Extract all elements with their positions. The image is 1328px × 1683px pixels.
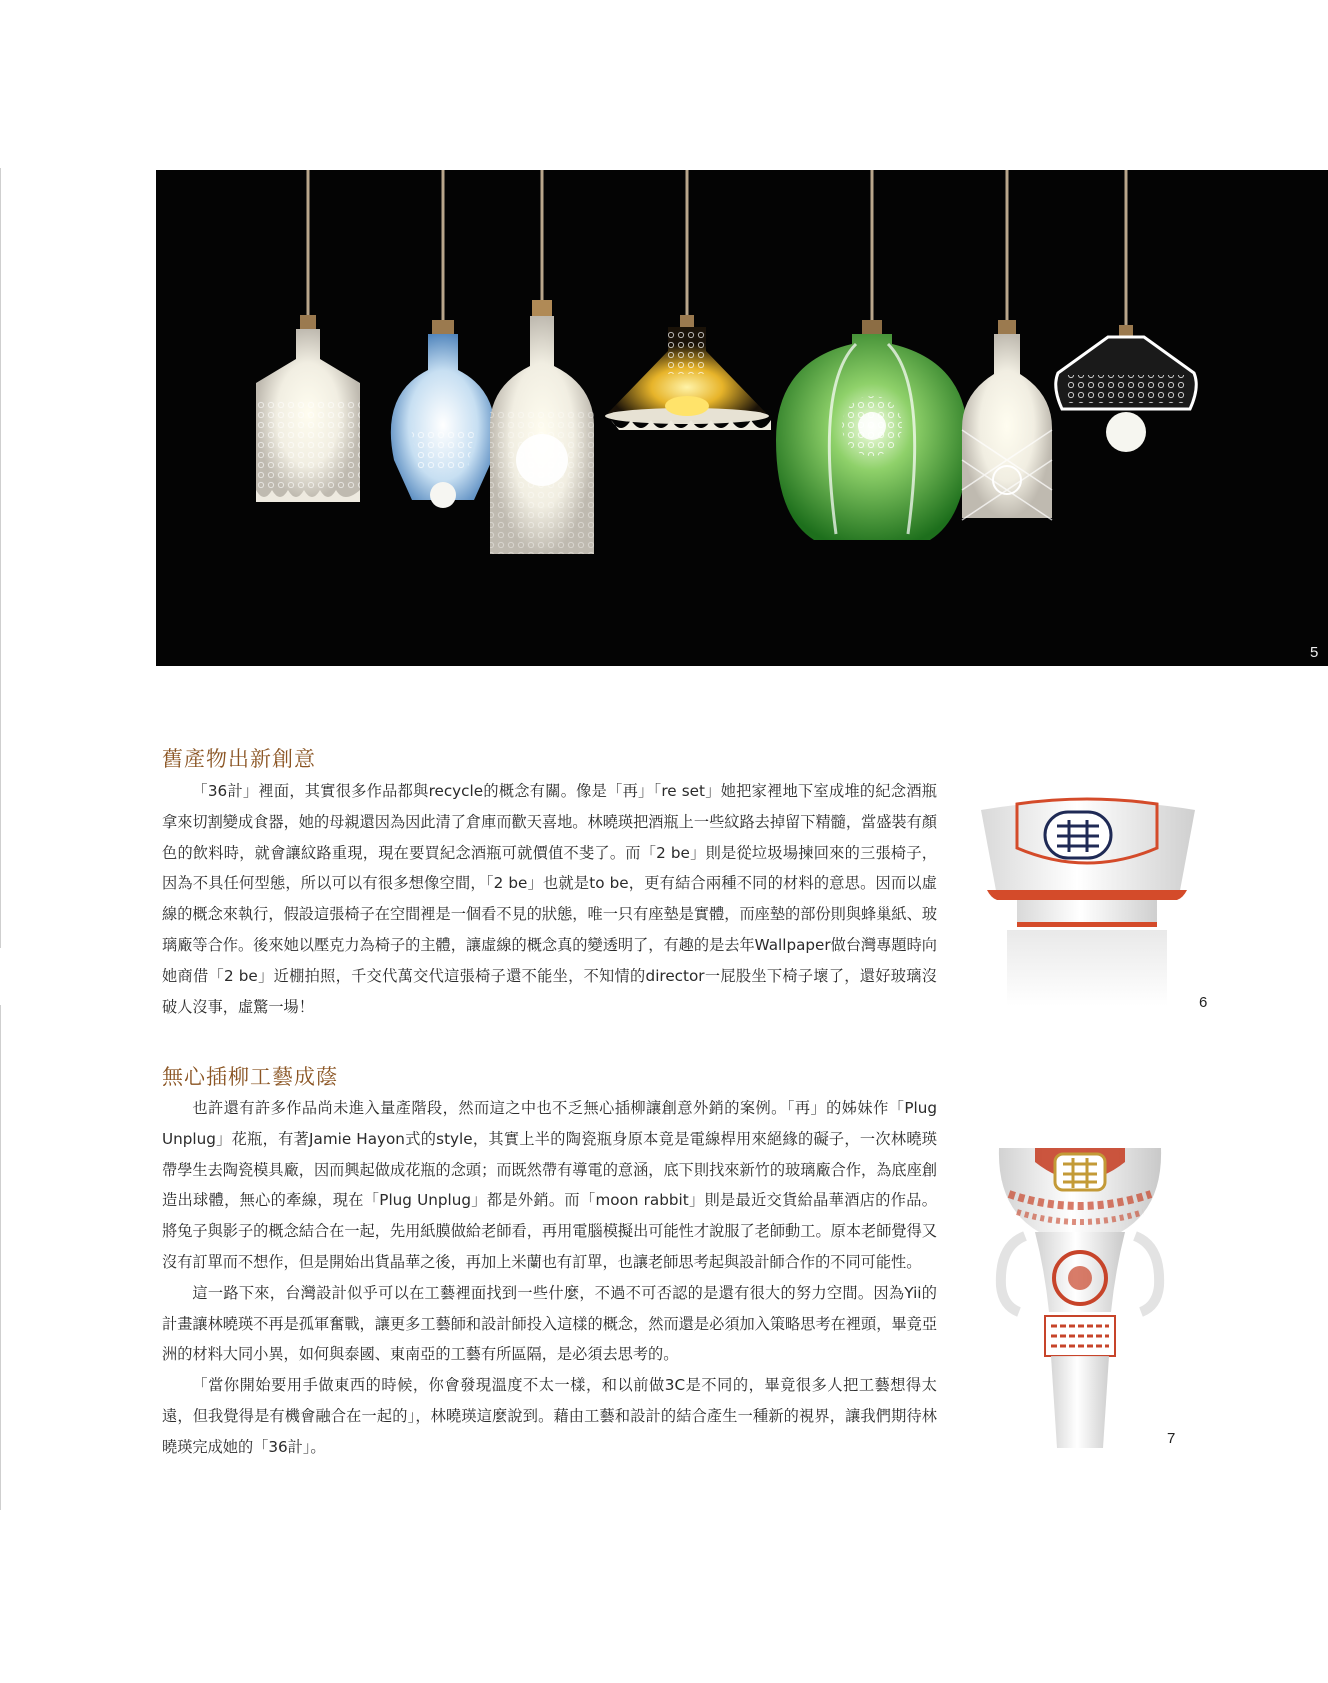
paragraph: 這一路下來，台灣設計似乎可以在工藝裡面找到一些什麼，不過不可否認的是還有很大的努力空間。因為Yii的計畫讓林曉瑛不再是孤軍奮戰，讓更多工藝師和設計師投入這樣的概念，然而還是必須加入策略思考在裡頭，畢竟亞洲的材料大同小異，如何與泰國、東南亞的工藝有所區隔，是必須去思考的。 (162, 1283, 937, 1364)
section-heading-craft: 無心插柳工藝成蔭 (162, 1065, 338, 1089)
page-edge-mark-top (0, 168, 1, 948)
figure-number-bowl: 6 (1199, 994, 1208, 1011)
lamp-white-lattice-bottle (962, 320, 1052, 520)
porcelain-vase-photo (995, 1148, 1165, 1448)
porcelain-bowl-photo (977, 796, 1197, 1006)
section-body-craft (162, 1093, 937, 1463)
paragraph: 也許還有許多作品尚未進入量產階段，然而這之中也不乏無心插柳讓創意外銷的案例。「再」的姊妹作「Plug Unplug」花瓶，有著Jamie Hayon式的style，其實上半的陶瓷瓶身原本竟是電線桿用來絕緣的礙子，一次林曉瑛帶學生去陶瓷模具廠，因而興起做成花瓶的念頭；而既然帶有導電的意涵，底下則找來新竹的玻璃廠合作，為底座創造出球體，無心的牽線，現在「Plug Unplug」都是外銷。而「moon rabbit」則是最近交貨給晶華酒店的作品。將兔子與影子的概念結合在一起，先用紙膜做給老師看，再用電腦模擬出可能性才說服了老師動工。原本老師覺得又沒有訂單而不想作，但是開始出貨晶華之後，再加上米蘭也有訂單，也讓老師思考起與設計師合作的不同可能性。 (162, 1099, 937, 1271)
lamp-tall-bottle (490, 300, 594, 554)
page-edge-mark-bottom (0, 1005, 1, 1510)
section-heading-old-products: 舊產物出新創意 (162, 747, 316, 771)
lamp-cords (308, 170, 1126, 335)
section-body-old-products (162, 776, 937, 1022)
lamp-amber-shade (605, 315, 771, 430)
lamp-square-bottle (256, 315, 360, 502)
paragraph: 「36計」裡面，其實很多作品都與recycle的概念有關。像是「再」「re set」她把家裡地下室成堆的紀念酒瓶拿來切割變成食器，她的母親還因為因此清了倉庫而歡天喜地。林曉瑛把酒瓶上一些紋路去掉留下精髓，當盛裝有顏色的飲料時，就會讓紋路重現，現在要買紀念酒瓶可就價值不斐了。而「2 be」則是從垃圾場揀回來的三張椅子，因為不具任何型態，所以可以有很多想像空間，「2 be」也就是to be，更有結合兩種不同的材料的意思。因而以虛線的概念來執行，假設這張椅子在空間裡是一個看不見的狀態，唯一只有座墊是實體，而座墊的部份則與蜂巢紙、玻璃廠等合作。後來她以壓克力為椅子的主體，讓虛線的概念真的變透明了，有趣的是去年Wallpaper做台灣專題時向她商借「2 be」近棚拍照，千交代萬交代這張椅子還不能坐，不知情的director一屁股坐下椅子壞了，還好玻璃沒破人沒事，虛驚一場！ (162, 782, 937, 1016)
pendant-lamps-photo (156, 170, 1328, 666)
lamp-blue-bottle (391, 320, 495, 508)
lamp-green-bottle (776, 320, 968, 540)
lamp-round-lace-shade (1056, 325, 1197, 452)
figure-number-vase: 7 (1167, 1430, 1176, 1447)
figure-number-hero: 5 (1310, 644, 1319, 661)
paragraph: 「當你開始要用手做東西的時候，你會發現溫度不太一樣，和以前做3C是不同的，畢竟很多人把工藝想得太遠，但我覺得是有機會融合在一起的」，林曉瑛這麼說到。藉由工藝和設計的結合產生一種新的視界，讓我們期待林曉瑛完成她的「36計」。 (162, 1376, 937, 1456)
